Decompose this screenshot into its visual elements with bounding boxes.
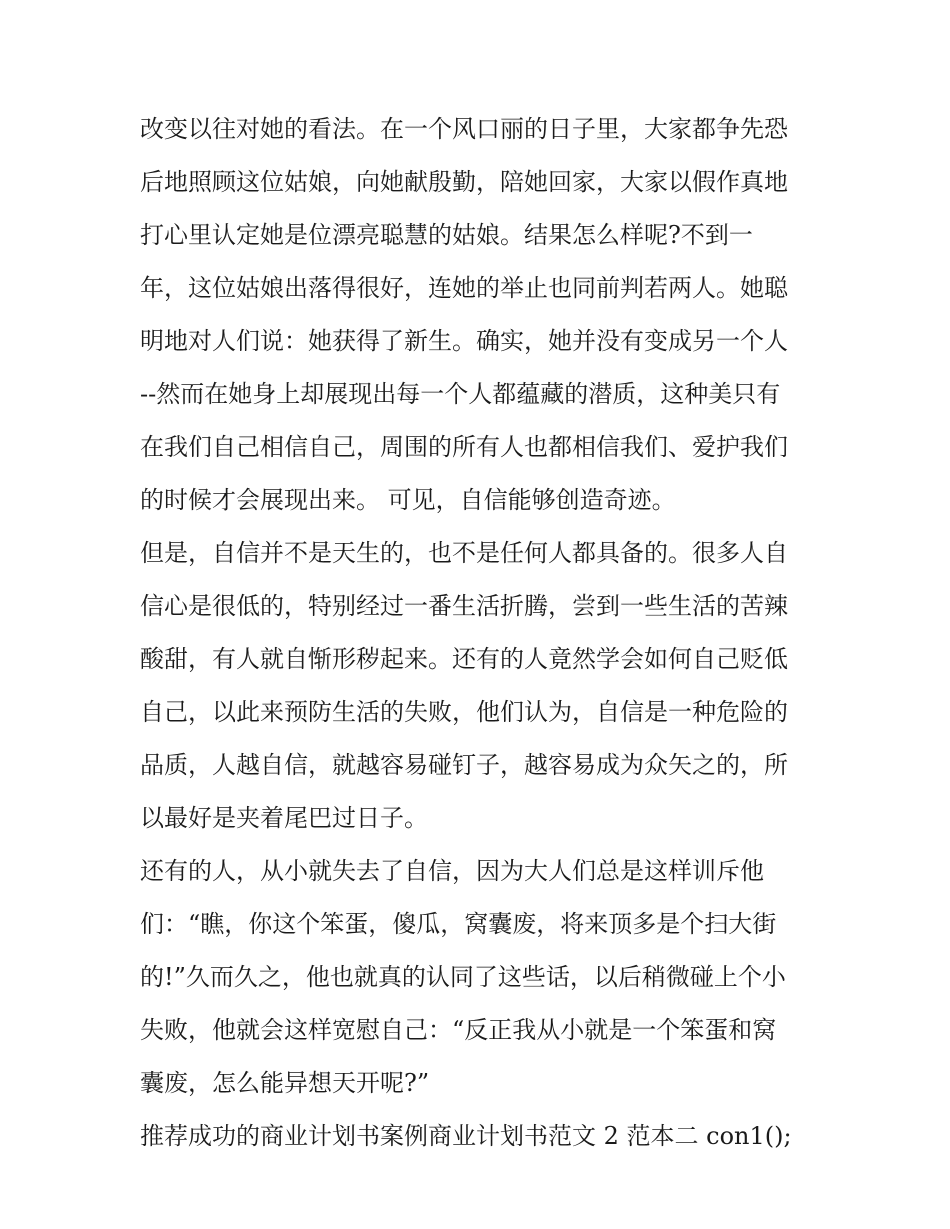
text-line: 推荐成功的商业计划书案例商业计划书范文 2 范本二 con1();	[140, 1122, 792, 1150]
text-line: 品质，人越自信，就越容易碰钉子，越容易成为众矢之的，所	[140, 751, 788, 779]
text-line: 在我们自己相信自己，周围的所有人也都相信我们、爱护我们	[140, 433, 788, 461]
text-line: 但是，自信并不是天生的，也不是任何人都具备的。很多人自	[140, 539, 788, 567]
text-line: 年，这位姑娘出落得很好，连她的举止也同前判若两人。她聪	[140, 274, 788, 302]
text-line: 的时候才会展现出来。 可见，自信能够创造奇迹。	[140, 486, 676, 514]
text-line: 还有的人，从小就失去了自信，因为大人们总是这样训斥他	[140, 857, 764, 885]
text-line: 自己，以此来预防生活的失败，他们认为，自信是一种危险的	[140, 698, 788, 726]
text-line: 失败，他就会这样宽慰自己：“反正我从小就是一个笨蛋和窝	[140, 1016, 777, 1044]
text-line: 酸甜，有人就自惭形秽起来。还有的人竟然学会如何自己贬低	[140, 645, 788, 673]
text-line: --然而在她身上却展现出每一个人都蕴藏的潜质，这种美只有	[140, 380, 781, 408]
text-line: 们：“瞧，你这个笨蛋，傻瓜，窝囊废，将来顶多是个扫大街	[140, 910, 777, 938]
text-line: 信心是很低的，特别经过一番生活折腾，尝到一些生活的苦辣	[140, 592, 788, 620]
text-line: 改变以往对她的看法。在一个风口丽的日子里，大家都争先恐	[140, 115, 788, 143]
body-text	[140, 103, 815, 1163]
text-line: 囊废，怎么能异想天开呢?”	[140, 1069, 430, 1097]
text-line: 打心里认定她是位漂亮聪慧的姑娘。结果怎么样呢?不到一	[140, 221, 753, 249]
text-line: 后地照顾这位姑娘，向她献殷勤，陪她回家，大家以假作真地	[140, 168, 788, 196]
text-line: 明地对人们说：她获得了新生。确实，她并没有变成另一个人	[140, 327, 788, 355]
text-line: 的!”久而久之，他也就真的认同了这些话，以后稍微碰上个小	[140, 963, 786, 991]
text-line: 以最好是夹着尾巴过日子。	[140, 804, 428, 832]
